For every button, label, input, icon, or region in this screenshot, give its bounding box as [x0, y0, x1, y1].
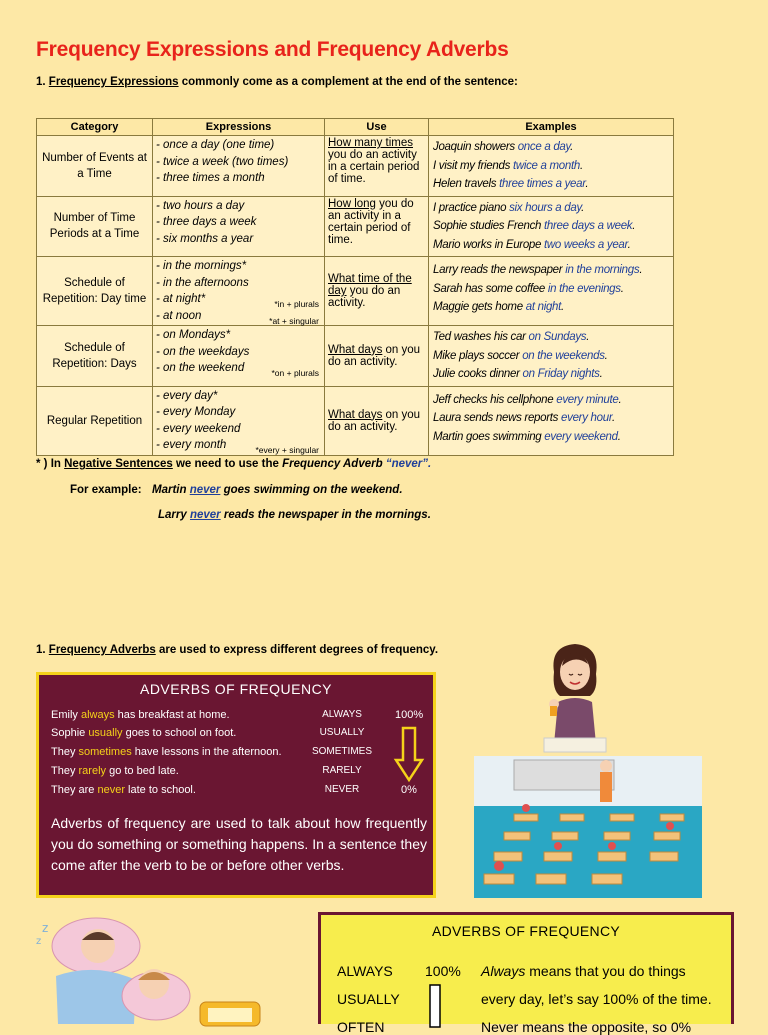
category-cell: Number of Events at a Time: [37, 136, 153, 197]
example: Joaquin showers once a day.: [433, 141, 574, 153]
use-key: What days: [328, 343, 383, 356]
example: Mario works in Europe two weeks a year.: [433, 238, 631, 251]
use-key-2: day: [328, 285, 347, 297]
example: Ted washes his car on Sundays.: [433, 331, 590, 343]
adverbs-of-frequency-box-2: [318, 912, 734, 1035]
expression: - on the weekdays: [156, 345, 250, 358]
expression: - at noon *at + singular: [156, 308, 321, 325]
expression: - on the weekend *on + plurals: [156, 360, 321, 377]
examples-cell: [429, 386, 674, 455]
expressions-cell: [153, 136, 325, 197]
adverb-sentence: They are never late to school.: [51, 784, 196, 796]
box2-title: ADVERBS OF FREQUENCY: [431, 923, 621, 939]
example: Mike plays soccer on the weekends.: [433, 349, 608, 362]
use-key: What days: [328, 408, 383, 421]
example: Martin goes swimming every weekend.: [433, 430, 621, 443]
page-title: Frequency Expressions and Frequency Adverbs: [36, 38, 509, 61]
table-row: [37, 257, 674, 326]
table-row: [37, 196, 674, 257]
percent-bottom: 0%: [401, 784, 417, 796]
expressions-cell: [153, 196, 325, 257]
intro-rest: commonly come as a complement at the end of the sentence:: [181, 76, 518, 88]
expression: - six months a year: [156, 232, 254, 245]
table-header-row: [37, 119, 674, 136]
header-examples: Examples: [429, 119, 674, 136]
box2-adverb: OFTEN: [337, 1019, 385, 1035]
category-cell: Regular Repetition: [37, 386, 153, 455]
expression: - every weekend: [156, 422, 241, 435]
teacher-illustration: [540, 640, 610, 752]
box2-text-line: Always means that you do things: [481, 963, 686, 979]
negative-note: * ) In Negative Sentences we need to use the Frequency Adverb “never”.: [36, 458, 432, 470]
examples-cell: [429, 136, 674, 197]
category-cell: Number of Time Periods at a Time: [37, 196, 153, 257]
example: Sophie studies French three days a week.: [433, 220, 636, 232]
adverb-sentence: Sophie usually goes to school on foot.: [51, 727, 237, 739]
expression: - once a day (one time): [156, 139, 275, 151]
example: Julie cooks dinner on Friday nights.: [433, 368, 603, 380]
classroom-illustration: [474, 756, 702, 898]
expression: - on Mondays*: [156, 329, 231, 341]
use-cell: [325, 136, 429, 197]
box2-text-line: Never means the opposite, so 0%: [481, 1019, 692, 1035]
example: I visit my friends twice a month.: [433, 159, 583, 172]
example: I practice piano six hours a day.: [433, 201, 584, 214]
use-key: How many times: [328, 137, 413, 149]
example: Maggie gets home at night.: [433, 301, 564, 313]
box2-adverb: USUALLY: [337, 991, 400, 1007]
header-expressions: Expressions: [153, 119, 325, 136]
sleeping-kids-illustration: [36, 906, 196, 1024]
adverb-label: NEVER: [324, 784, 360, 795]
down-arrow-icon: [395, 726, 423, 782]
use-key: How long: [328, 197, 376, 210]
svg-text:z: z: [36, 936, 42, 947]
category-cell: Schedule of Repetition: Day time: [37, 257, 153, 326]
category-cell: Schedule of Repetition: Days: [37, 326, 153, 387]
box2-percent: 100%: [425, 963, 461, 979]
alarm-clock-illustration: [198, 998, 262, 1024]
box1-description: Adverbs of frequency are used to talk about how frequently you do something or something happens. In a sentence they come after the verb to be or before other verbs.: [51, 815, 427, 873]
table-row: [37, 136, 674, 197]
box2-adverb: ALWAYS: [337, 963, 393, 979]
expression: - two hours a day: [156, 199, 245, 212]
adverb-label: RARELY: [322, 765, 362, 776]
table-row: [37, 386, 674, 455]
example: Larry reads the newspaper in the mornings.: [433, 264, 643, 276]
frequency-expressions-table: [36, 118, 674, 456]
percent-top: 100%: [395, 709, 424, 721]
intro-num: 1.: [36, 76, 46, 88]
adverb-sentence: They rarely go to bed late.: [51, 765, 179, 777]
use-rest: you do an activity in a certain period of time.: [328, 149, 420, 185]
section2-term: Frequency Adverbs: [48, 644, 156, 656]
box1-title: ADVERBS OF FREQUENCY: [139, 681, 333, 697]
negative-term: Negative Sentences: [64, 458, 173, 470]
adverb-sentence: Emily always has breakfast at home.: [51, 709, 230, 721]
negative-example: Martin never goes swimming on the weekend.: [152, 484, 403, 496]
rule-note: *on + plurals: [271, 368, 319, 378]
examples-cell: [429, 196, 674, 257]
expressions-cell: [153, 326, 325, 387]
example: Jeff checks his cellphone every minute.: [433, 393, 622, 406]
rule-note: *at + singular: [269, 315, 319, 326]
table-row: [37, 326, 674, 387]
section2-line: 1. Frequency Adverbs are used to express different degrees of frequency.: [36, 644, 439, 656]
example: Sarah has some coffee in the evenings.: [433, 282, 624, 295]
expression: - in the afternoons: [156, 276, 249, 289]
use-rest: you do an activity in a certain period of time.: [328, 197, 414, 246]
expression: - every month *every + singular: [156, 437, 321, 454]
negative-example: Larry never reads the newspaper in the mornings.: [158, 509, 431, 521]
adverb-label: ALWAYS: [322, 709, 362, 720]
intro-term: Frequency Expressions: [48, 76, 179, 88]
example: Helen travels three times a year.: [433, 178, 589, 190]
adverb-label: USUALLY: [319, 727, 365, 738]
use-key: What time of the: [328, 273, 412, 285]
examples-cell: [429, 326, 674, 387]
use-rest: on you do an activity.: [328, 408, 421, 433]
rule-note: *every + singular: [255, 445, 319, 455]
use-cell: [325, 386, 429, 455]
expressions-cell: [153, 386, 325, 455]
intro-line: [36, 76, 518, 88]
use-rest: on you do an activity.: [328, 343, 421, 368]
example-label: For example:: [70, 484, 142, 496]
use-cell: [325, 196, 429, 257]
adverb-label: SOMETIMES: [311, 746, 372, 757]
header-category: Category: [37, 119, 153, 136]
example: Laura sends news reports every hour.: [433, 412, 615, 424]
expression: - every Monday: [156, 406, 236, 418]
expression: - twice a week (two times): [156, 155, 289, 168]
box2-text-line: every day, let’s say 100% of the time.: [481, 991, 712, 1007]
expressions-cell: [153, 257, 325, 326]
bar-indicator-icon: [427, 985, 443, 1027]
expression: - every day*: [156, 389, 218, 402]
header-use: Use: [325, 119, 429, 136]
adverb-sentence: They sometimes have lessons in the afternoon.: [51, 746, 282, 758]
use-cell: [325, 257, 429, 326]
adverbs-of-frequency-box: [36, 672, 436, 898]
expression: - three days a week: [156, 216, 257, 228]
use-rest: you do an activity.: [328, 285, 401, 309]
expression: - three times a month: [156, 172, 265, 184]
rule-note: *in + plurals: [274, 299, 319, 309]
svg-text:z: z: [42, 921, 49, 935]
use-cell: [325, 326, 429, 387]
examples-cell: [429, 257, 674, 326]
expression: - in the mornings*: [156, 260, 247, 272]
expression: - at night* *in + plurals: [156, 291, 321, 308]
